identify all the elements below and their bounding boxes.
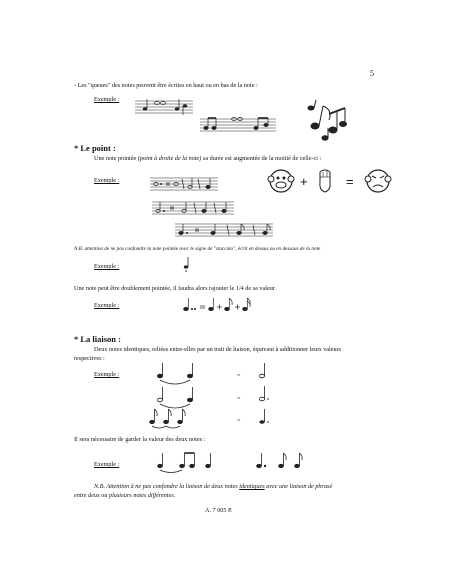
section-title-liaison: * La liaison : — [74, 334, 121, 344]
example-label-double-dot: Exemple : — [94, 302, 120, 309]
staff-point-2 — [152, 199, 237, 217]
tie-keep-value-left — [156, 450, 226, 474]
section-title-point: * Le point : — [74, 143, 116, 153]
example-label-keep-value: Exemple : — [94, 461, 120, 468]
liaison-equals-2: = — [237, 395, 241, 402]
dotted-quarter-result — [258, 406, 272, 426]
example-label-liaison: Exemple : — [94, 371, 120, 378]
liaison-equals-3: = — [237, 417, 241, 424]
staccato-note-icon — [183, 256, 191, 272]
nb-staccato-note: N.B. attention de ne pas confondre la note pointée avec le signe de "staccato", écrit en dessus ou en dessous de la note — [74, 246, 321, 252]
nb-liaison-line1 — [94, 483, 332, 491]
raised-fist-icon — [314, 168, 336, 194]
example-label-stems: Exemple : — [94, 96, 120, 103]
half-note-result — [258, 360, 268, 380]
nb-liaison-pre: N.B. Attention à ne pas confondre la liaison de deux notes — [94, 483, 240, 490]
footer-code: A. 7 005 P. — [205, 507, 233, 514]
liaison-desc-line2: respectives : — [74, 355, 105, 362]
point-desc-italic: (point à droite de la note) — [137, 155, 202, 162]
nb-liaison-post: avec une liaison de phrasé — [264, 483, 333, 490]
point-desc-pre: Une note pointée — [94, 155, 138, 162]
tie-two-quarters — [156, 360, 196, 384]
equals-sign-point: = — [346, 174, 354, 189]
nb-liaison-underlined: identiques — [239, 483, 265, 490]
staff-stems-2 — [200, 113, 278, 135]
angry-monkey-face-icon — [364, 168, 392, 194]
liaison-equals-1: = — [237, 372, 241, 379]
nb-liaison-line2: entre deux ou plusieurs notes différentes. — [74, 492, 176, 499]
point-description — [94, 155, 321, 163]
double-dot-equation — [183, 297, 259, 313]
staff-point-1 — [150, 175, 220, 193]
example-label-point: Exemple : — [94, 177, 120, 184]
plus-sign: + — [300, 174, 308, 189]
monkey-face-icon — [268, 168, 294, 194]
tie-keep-value-right — [255, 450, 307, 474]
point-desc-post: sa durée est augmentée de la moitié de celle-ci : — [201, 155, 322, 162]
example-label-staccato: Exemple : — [94, 263, 120, 270]
double-dot-text: Une note peut être doublement pointée, il faudra alors rajouter le 1/4 de sa valeur — [74, 285, 275, 292]
tie-three-eighths — [148, 406, 192, 430]
dotted-half-note-result — [258, 383, 272, 403]
intro-line: - Les "queues" des notes peuvent être écrites en haut ou en bas de la note : — [74, 82, 258, 89]
dancing-notes-illustration — [305, 96, 353, 144]
tie-half-quarter — [156, 384, 196, 408]
staff-point-3 — [175, 221, 275, 239]
liaison-desc-line1: Deux notes identiques, reliées entre-elles par un trait de liaison, équivaut à additionner leurs valeurs — [94, 346, 342, 353]
keep-value-text: Il sera nécessaire de garder la valeur des deux notes : — [74, 436, 206, 443]
page-number: 5 — [370, 69, 374, 78]
staff-stems-1 — [135, 97, 195, 117]
